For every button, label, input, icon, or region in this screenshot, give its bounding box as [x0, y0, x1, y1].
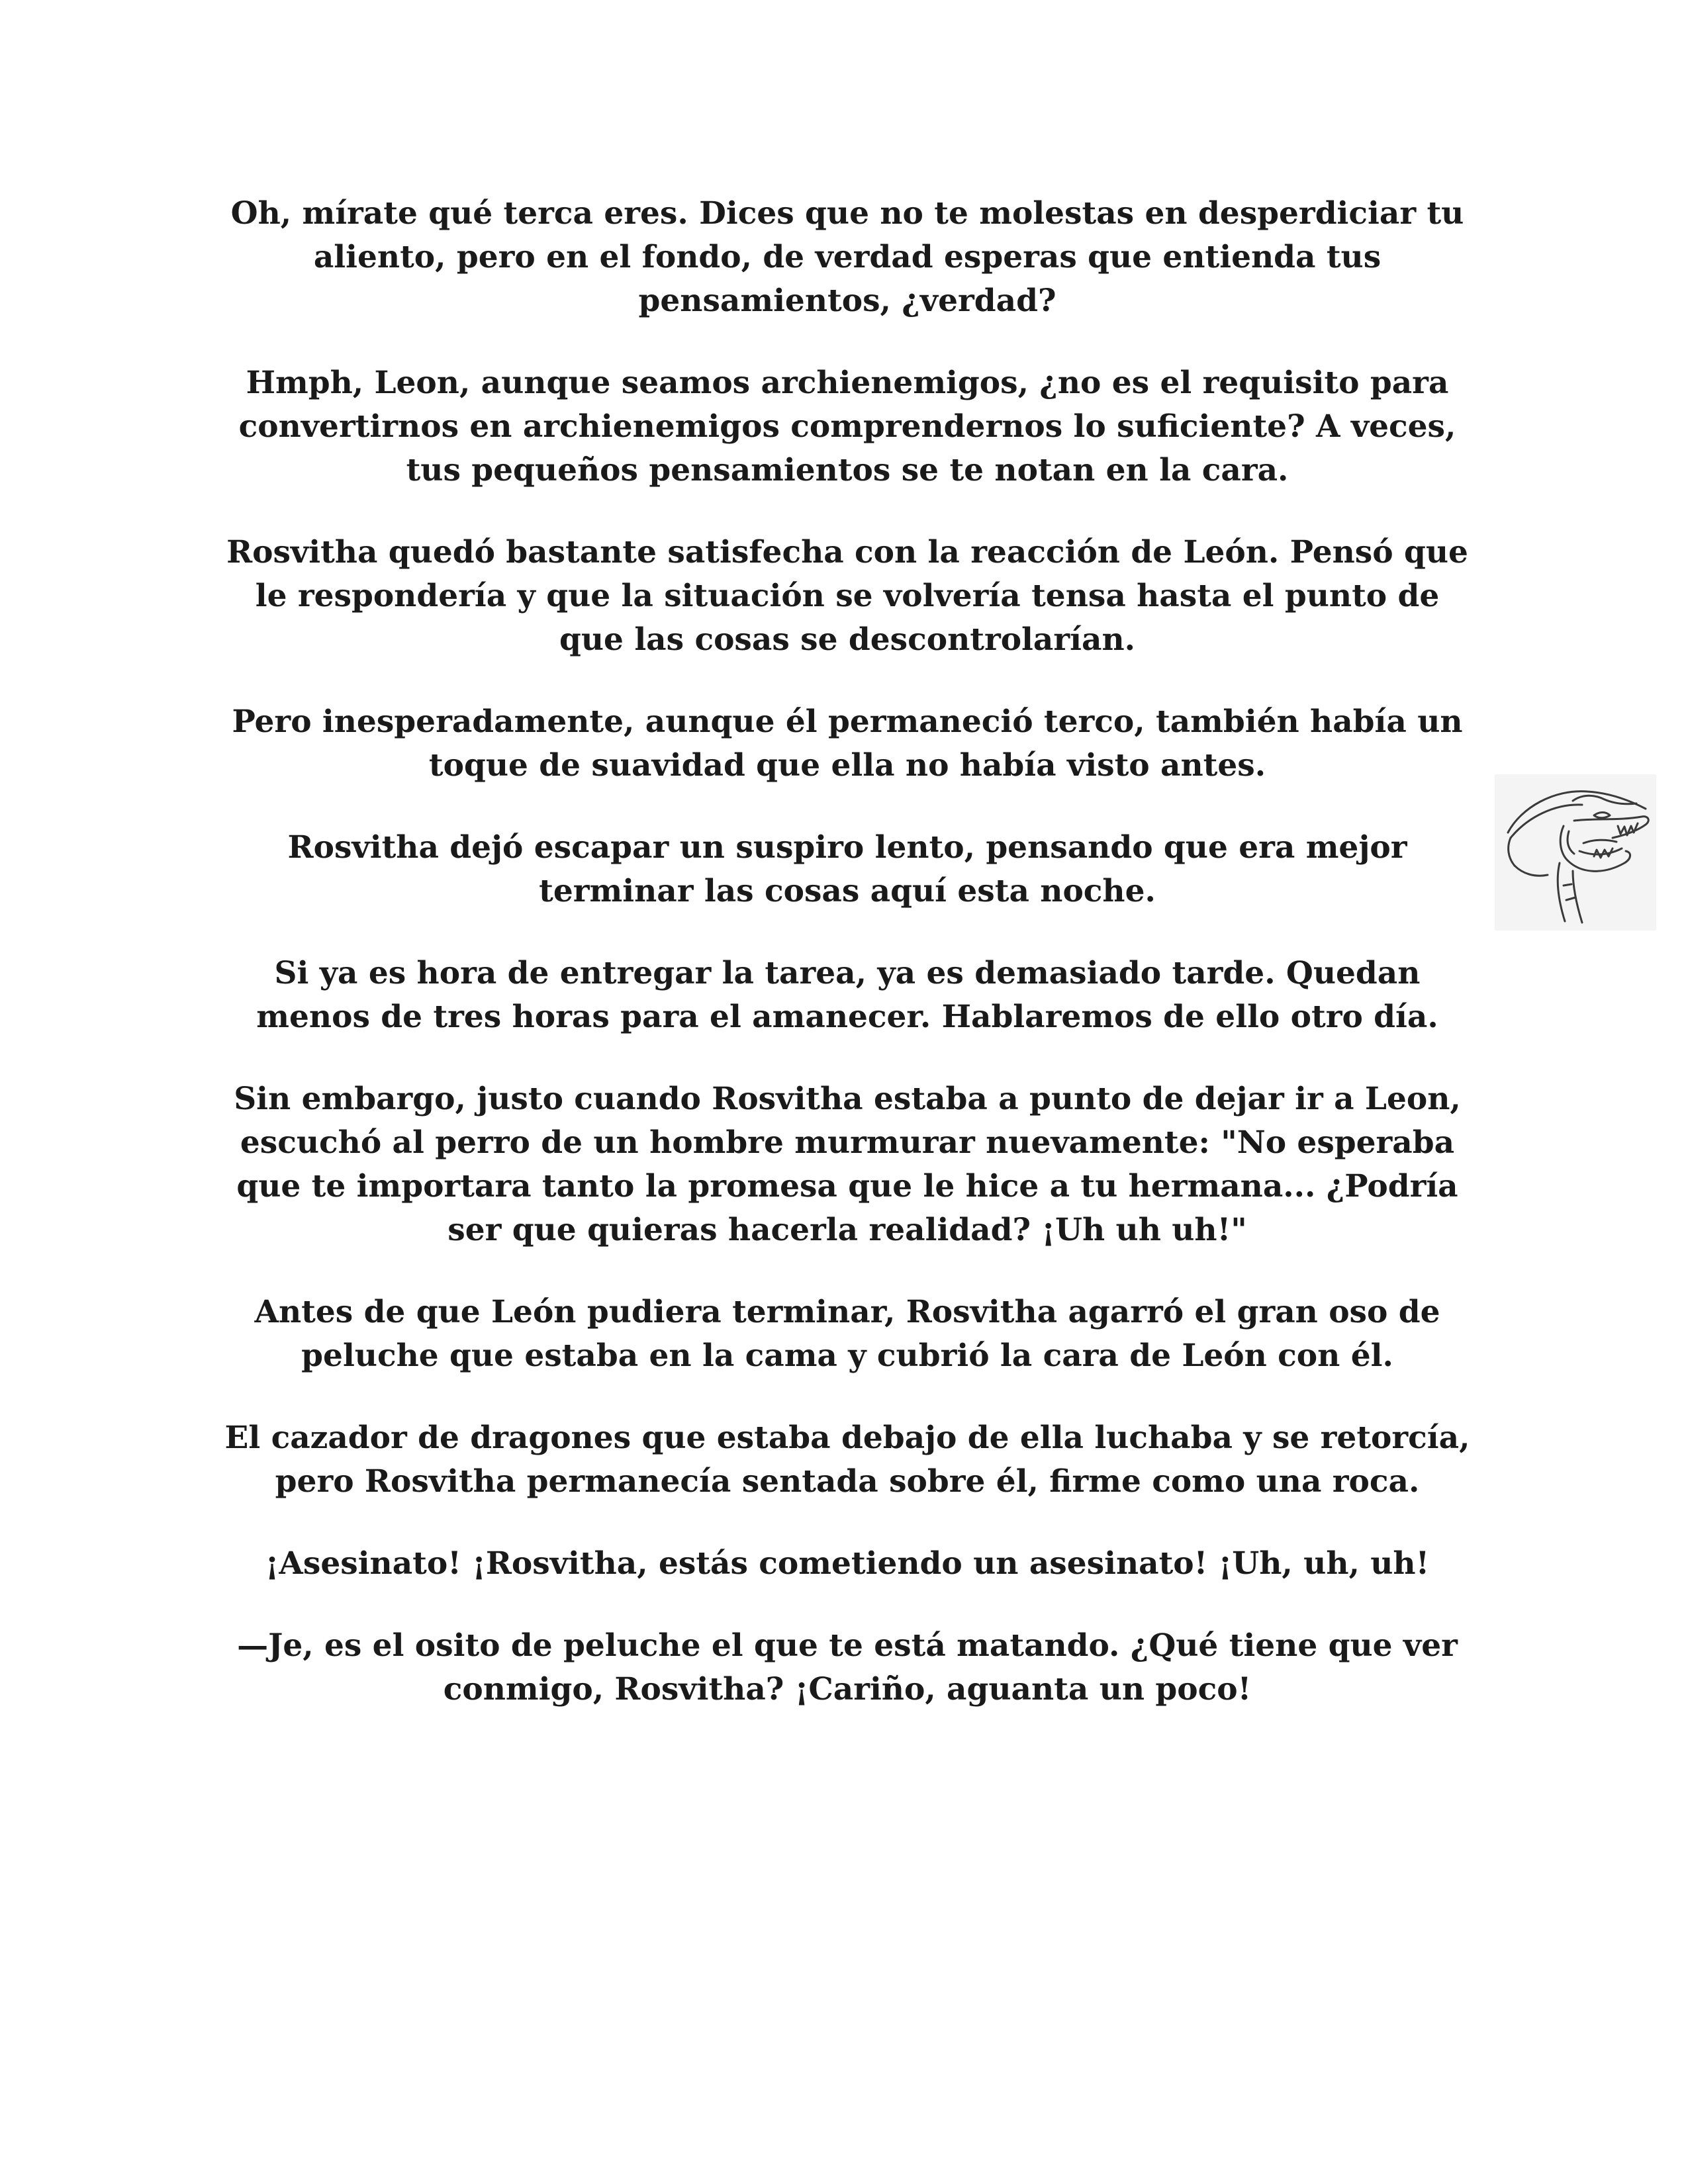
paragraph-9: El cazador de dragones que estaba debajo de ella luchaba y se retorcía, pero Rosvitha permanecía sentada sobre él, firme como una roca.: [224, 1420, 1470, 1500]
paragraph-4: Pero inesperadamente, aunque él permaneció terco, también había un toque de suavidad que ella no había visto antes.: [232, 704, 1463, 784]
paragraph-11: —Je, es el osito de peluche el que te está matando. ¿Qué tiene que ver conmigo, Rosvitha? ¡Cariño, aguanta un poco!: [237, 1627, 1458, 1707]
paragraph-10: ¡Asesinato! ¡Rosvitha, estás cometiendo un asesinato! ¡Uh, uh, uh!: [265, 1545, 1430, 1582]
paragraph-1: Oh, mírate qué terca eres. Dices que no te molestas en desperdiciar tu aliento, pero en el fondo, de verdad esperas que entienda tus pensamientos, ¿verdad?: [230, 195, 1464, 319]
paragraph-7: Sin embargo, justo cuando Rosvitha estaba a punto de dejar ir a Leon, escuchó al perro de un hombre murmurar nuevamente: "No esperaba que te importara tanto la promesa que le hice a tu hermana... ¿Podría ser que quieras hacerla realidad? ¡Uh uh uh!": [234, 1081, 1461, 1248]
dragon-head-sketch-icon: [1495, 774, 1656, 931]
paragraph-8: Antes de que León pudiera terminar, Rosvitha agarró el gran oso de peluche que estaba en la cama y cubrió la cara de León con él.: [254, 1294, 1440, 1374]
body-text: [218, 192, 1476, 1750]
paragraph-6: Si ya es hora de entregar la tarea, ya es demasiado tarde. Quedan menos de tres horas para el amanecer. Hablaremos de ello otro día.: [256, 955, 1438, 1035]
paragraph-5: Rosvitha dejó escapar un suspiro lento, pensando que era mejor terminar las cosas aquí esta noche.: [287, 829, 1407, 909]
paragraph-3: Rosvitha quedó bastante satisfecha con la reacción de León. Pensó que le respondería y que la situación se volvería tensa hasta el punto de que las cosas se descontrolarían.: [226, 534, 1468, 658]
paragraph-2: Hmph, Leon, aunque seamos archienemigos, ¿no es el requisito para convertirnos en archienemigos comprendernos lo suficiente? A veces, tus pequeños pensamientos se te notan en la cara.: [238, 365, 1456, 488]
